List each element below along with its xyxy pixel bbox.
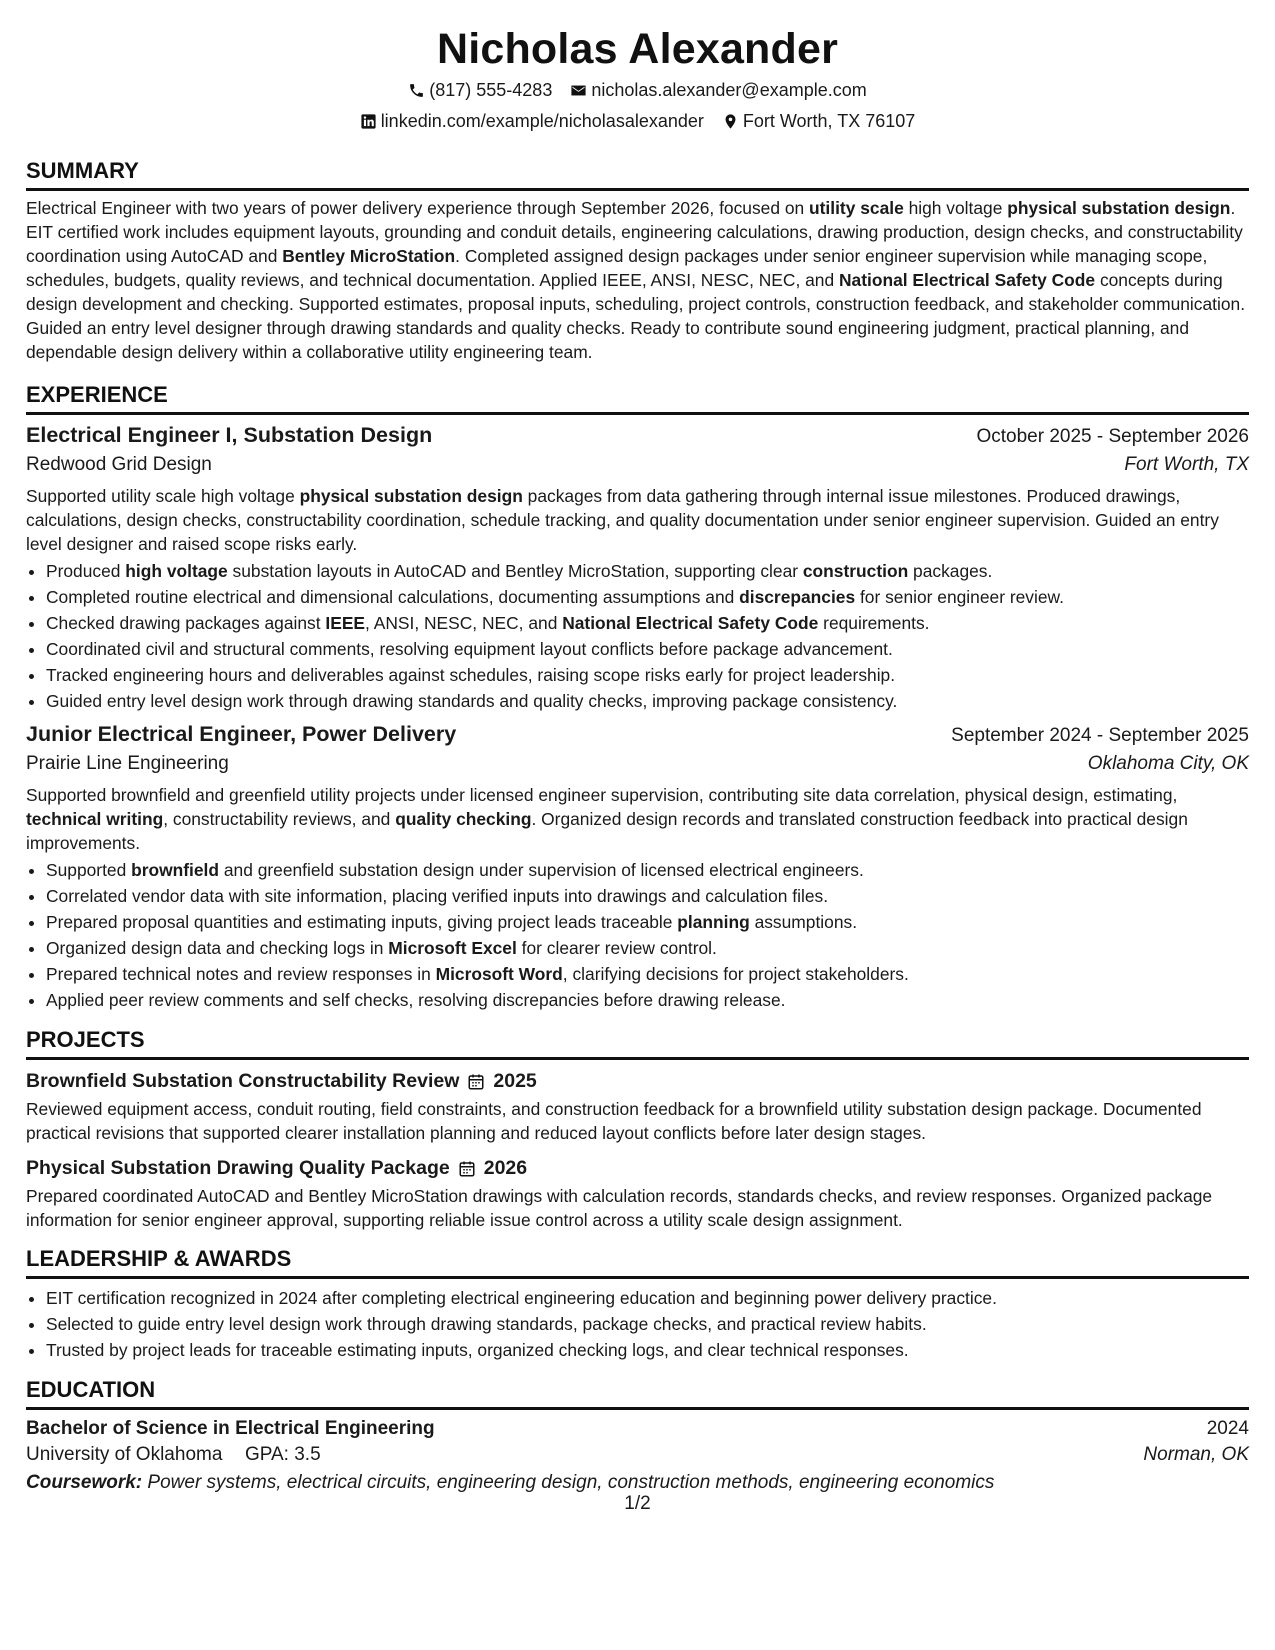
graduation-year: 2024 [1206,1418,1249,1439]
job-summary [26,783,1249,855]
section-divider [26,1276,1249,1279]
emphasis-text: discrepancies [739,587,856,607]
text-run: Completed routine electrical and dimensional calculations, documenting assumptions and [46,587,740,607]
list-item [46,883,1249,909]
text-run: Coordinated civil and structural comments, resolving equipment layout conflicts before package advancement. [46,639,893,659]
project-name: Physical Substation Drawing Quality Package [26,1157,450,1179]
text-run: Checked drawing packages against [46,613,326,633]
school-location: Norman, OK [1143,1444,1249,1465]
text-run: . Completed assigned design packages under senior engineer supervision while managing scope, schedules, budgets, quality reviews, and technical documentation. Applied IEEE, ANSI, NESC, NEC, and [26,246,1208,290]
text-run: Applied peer review comments and self checks, resolving discrepancies before drawing release. [46,990,786,1010]
emphasis-text: IEEE [325,613,366,633]
text-run: Supported [46,860,132,880]
coursework-label: Coursework: [26,1472,143,1493]
text-run: . EIT certified work includes equipment layouts, grounding and conduit details, engineering calculations, drawing production, design checks, and constructability coordination using AutoCAD and [26,198,1243,266]
list-item [46,935,1249,961]
text-run: Electrical Engineer with two years of power delivery experience through September 2026, focused on [26,198,810,218]
phone-number: (817) 555-4283 [429,80,553,100]
text-run: , ANSI, NESC, NEC, and [365,613,563,633]
coursework [26,1472,1249,1494]
company-name: Redwood Grid Design [26,454,212,475]
school-info [26,1444,321,1466]
job-title: Electrical Engineer I, Substation Design [26,423,433,447]
project-year: 2026 [483,1157,528,1179]
list-item [46,857,1249,883]
text-run: Prepared proposal quantities and estimating inputs, giving project leads traceable [46,912,678,932]
page-number: 1/2 [624,1493,651,1514]
job-location: Oklahoma City, OK [1087,753,1249,774]
education-section [26,1363,1249,1494]
text-run: substation layouts in AutoCAD and Bentley MicroStation, supporting clear [227,561,803,581]
emphasis-text: high voltage [125,561,228,581]
list-item: • EIT certification recognized in 2024 after completing electrical engineering education and beginning power delivery practice. [46,1285,1249,1311]
emphasis-text: technical writing [26,809,164,829]
job-summary [26,484,1249,556]
project-header [26,1157,1249,1180]
emphasis-text: planning [677,912,750,932]
text-run: Organized design data and checking logs in [46,938,389,958]
school-name: University of Oklahoma [26,1444,223,1465]
text-run: Supported brownfield and greenfield utility projects under licensed engineer supervision, contributing site data correlation, physical design, estimating, [26,785,1178,805]
emphasis-text: Microsoft Word [435,964,563,984]
text-run: Supported utility scale high voltage [26,486,300,506]
phone-contact [408,79,552,101]
job-dates: October 2025 - September 2026 [976,426,1249,447]
list-item [46,961,1249,987]
job-bullets [26,558,1249,714]
project-description: Prepared coordinated AutoCAD and Bentley MicroStation drawings with calculation records, standards checks, and review responses. Organized package information for senior engineer approval, supporting reliable issue control across a utility scale design assignment. [26,1186,1213,1230]
gpa: GPA: 3.5 [244,1444,321,1465]
contact-row-primary [26,79,1249,101]
calendar-icon [467,1073,485,1091]
emphasis-text: Microsoft Excel [388,938,517,958]
education-subheader [26,1444,1249,1466]
section-title: EXPERIENCE [26,382,168,407]
text-run: Prepared technical notes and review responses in [46,964,436,984]
section-title: LEADERSHIP & AWARDS [26,1246,292,1271]
job-header [26,722,1249,747]
list-item [46,909,1249,935]
section-title: PROJECTS [26,1027,145,1052]
job-dates: September 2024 - September 2025 [951,725,1249,746]
phone-icon [408,82,425,99]
linkedin-icon [360,113,377,130]
linkedin-contact[interactable] [360,110,704,132]
text-run: Guided entry level design work through drawing standards and quality checks, improving package consistency. [46,691,898,711]
emphasis-text: quality checking [395,809,532,829]
emphasis-text: physical substation design [1007,198,1231,218]
section-divider [26,1407,1249,1410]
text-run: assumptions. [749,912,858,932]
summary-text [26,196,1249,364]
leadership-section [26,1232,1249,1363]
email-address[interactable]: nicholas.alexander@example.com [591,80,867,100]
summary-section [26,158,1249,364]
coursework-list: Power systems, electrical circuits, engineering design, construction methods, engineering economics [142,1472,995,1493]
location-contact [722,110,915,132]
list-item: • Trusted by project leads for traceable estimating inputs, organized checking logs, and clear technical responses. [46,1337,1249,1363]
emphasis-text: physical substation design [299,486,523,506]
text-run: Correlated vendor data with site information, placing verified inputs into drawings and calculation files. [46,886,829,906]
job-title: Junior Electrical Engineer, Power Delivery [26,722,457,746]
project-year: 2025 [493,1070,537,1092]
education-header [26,1418,1249,1440]
list-item [46,688,1249,714]
emphasis-text: construction [802,561,909,581]
leadership-bullets [26,1285,1249,1363]
list-item [46,662,1249,688]
candidate-name: Nicholas Alexander [436,25,839,73]
project-name: Brownfield Substation Constructability Review [26,1070,460,1092]
text-run: concepts during design development and checking. Supported estimates, proposal inputs, scheduling, project controls, construction feedback, and stakeholder communication. Guided an entry level designer through drawing standards and quality checks. Ready to contribute sound engineering judgment, practical planning, and dependable design delivery within a collaborative utility engineering team. [26,270,1246,362]
emphasis-text: National Electrical Safety Code [838,270,1096,290]
projects-section [26,1013,1249,1232]
text-run: , clarifying decisions for project stakeholders. [562,964,909,984]
text-run: . Organized design records and translated construction feedback into practical design improvements. [26,809,1188,853]
email-contact[interactable] [570,79,866,101]
emphasis-text: brownfield [131,860,220,880]
list-item [46,636,1249,662]
job-entry [26,423,1249,714]
text-run: for clearer review control. [516,938,717,958]
text-run: packages. [908,561,993,581]
list-item [46,558,1249,584]
list-item [46,987,1249,1013]
section-title: EDUCATION [26,1377,156,1402]
experience-section [26,364,1249,1013]
text-run: Tracked engineering hours and deliverables against schedules, raising scope risks early for project leadership. [46,665,896,685]
list-item: • Selected to guide entry level design work through drawing standards, package checks, and practical review habits. [46,1311,1249,1337]
job-subheader [26,454,1249,476]
email-icon [570,82,587,99]
text-run: , constructability reviews, and [163,809,396,829]
job-entry [26,722,1249,1013]
job-location: Fort Worth, TX [1124,454,1249,475]
company-name: Prairie Line Engineering [26,753,229,774]
text-run: for senior engineer review. [855,587,1064,607]
section-divider [26,188,1249,191]
list-item [46,610,1249,636]
text-run: and greenfield substation design under supervision of licensed electrical engineers. [219,860,864,880]
contact-row-secondary [26,110,1249,132]
job-header [26,423,1249,448]
project-entry [26,1157,1249,1232]
text-run: high voltage [903,198,1008,218]
project-header [26,1070,1249,1093]
emphasis-text: National Electrical Safety Code [562,613,819,633]
section-divider [26,412,1249,415]
calendar-icon [458,1160,476,1178]
location-pin-icon [722,113,739,130]
text-run: Produced [46,561,126,581]
job-bullets [26,857,1249,1013]
emphasis-text: utility scale [809,198,904,218]
project-entry [26,1070,1249,1145]
degree-name: Bachelor of Science in Electrical Engineering [26,1418,435,1439]
job-subheader [26,753,1249,775]
linkedin-url[interactable]: linkedin.com/example/nicholasalexander [380,111,704,131]
emphasis-text: Bentley MicroStation [282,246,456,266]
section-title: SUMMARY [26,158,139,183]
list-item [46,584,1249,610]
text-run: packages from data gathering through internal issue milestones. Produced drawings, calculations, design checks, constructability coordination, schedule tracking, and quality documentation under senior engineer supervision. Guided an entry level designer and raised scope risks early. [26,486,1219,554]
project-description: Reviewed equipment access, conduit routing, field constraints, and construction feedback for a brownfield utility substation design package. Documented practical revisions that supported clearer installation planning and reduced layout conflicts before later design stages. [26,1099,1202,1143]
section-divider [26,1057,1249,1060]
location-text: Fort Worth, TX 76107 [742,111,916,131]
text-run: requirements. [818,613,930,633]
